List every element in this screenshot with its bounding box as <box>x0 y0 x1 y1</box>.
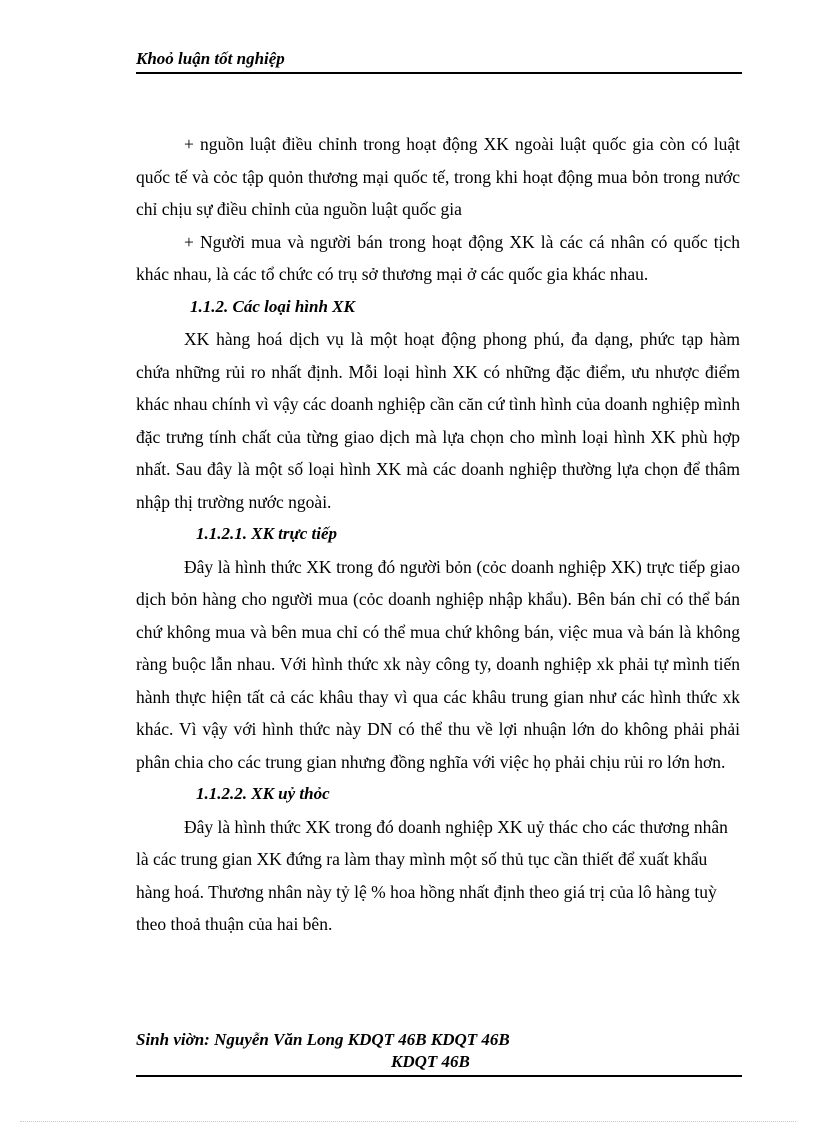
section-heading-1-1-2-1: 1.1.2.1. XK trực tiếp <box>196 524 337 543</box>
page-edge-divider <box>20 1121 796 1122</box>
footer-class-code: KDQT 46B <box>391 1052 470 1071</box>
section-heading-1-1-2: 1.1.2. Các loại hình XK <box>190 296 355 316</box>
paragraph-legal-sources: + nguồn luật điều chỉnh trong hoạt động XK ngoài luật quốc gia còn có luật quốc tế và cỏc tập quỏn thương mại quốc tế, trong khi hoạt động mua bỏn trong nước chỉ chịu sự điều chỉnh của nguồn luật quốc gia <box>136 134 740 219</box>
section-heading-1-1-2-2: 1.1.2.2. XK uỷ thỏc <box>196 784 330 803</box>
page-footer <box>136 1027 742 1077</box>
page-header <box>136 46 742 74</box>
document-body <box>136 128 740 941</box>
header-title: Khoỏ luận tốt nghiệp <box>136 49 285 68</box>
footer-student-info: Sinh viờn: Nguyễn Văn Long KDQT 46B KDQT 46B <box>136 1030 510 1049</box>
paragraph-entrusted-export: Đây là hình thức XK trong đó doanh nghiệp XK uỷ thác cho các thương nhân là các trung gian XK đứng ra làm thay mình một số thủ tục cần thiết để xuất khẩu hàng hoá. Thương nhân này tỷ lệ % hoa hồng nhất định theo giá trị của lô hàng tuỳ theo thoả thuận của hai bên. <box>136 816 728 934</box>
paragraph-parties: + Người mua và người bán trong hoạt động XK là các cá nhân có quốc tịch khác nhau, là các tổ chức có trụ sở thương mại ở các quốc gia khác nhau. <box>136 231 740 284</box>
paragraph-direct-export: Đây là hình thức XK trong đó người bỏn (cỏc doanh nghiệp XK) trực tiếp giao dịch bỏn hàng cho người mua (cỏc doanh nghiệp nhập khẩu). Bên bán chỉ có thể bán chứ không mua và bên mua chỉ có thể mua chứ không bán, việc mua và bán là không ràng buộc lẫn nhau. Với hình thức xk này công ty, doanh nghiệp xk phải tự mình tiến hành thực hiện tất cả các khâu thay vì qua các khâu trung gian như các hình thức xk khác. Vì vậy với hình thức này DN có thể thu về lợi nhuận lớn do không phải phải phân chia cho các trung gian nhưng đồng nghĩa với việc họ phải chịu rủi ro lớn hơn. <box>136 556 740 772</box>
paragraph-export-types: XK hàng hoá dịch vụ là một hoạt động phong phú, đa dạng, phức tạp hàm chứa những rủi ro nhất định. Mỗi loại hình XK có những đặc điểm, ưu nhược điểm khác nhau chính vì vậy các doanh nghiệp cần căn cứ tình hình của doanh nghiệp mình đặc trưng tính chất của từng giao dịch mà lựa chọn cho mình loại hình XK phù hợp nhất. Sau đây là một số loại hình XK mà các doanh nghiệp thường lựa chọn để thâm nhập thị trường nước ngoài. <box>136 329 740 512</box>
